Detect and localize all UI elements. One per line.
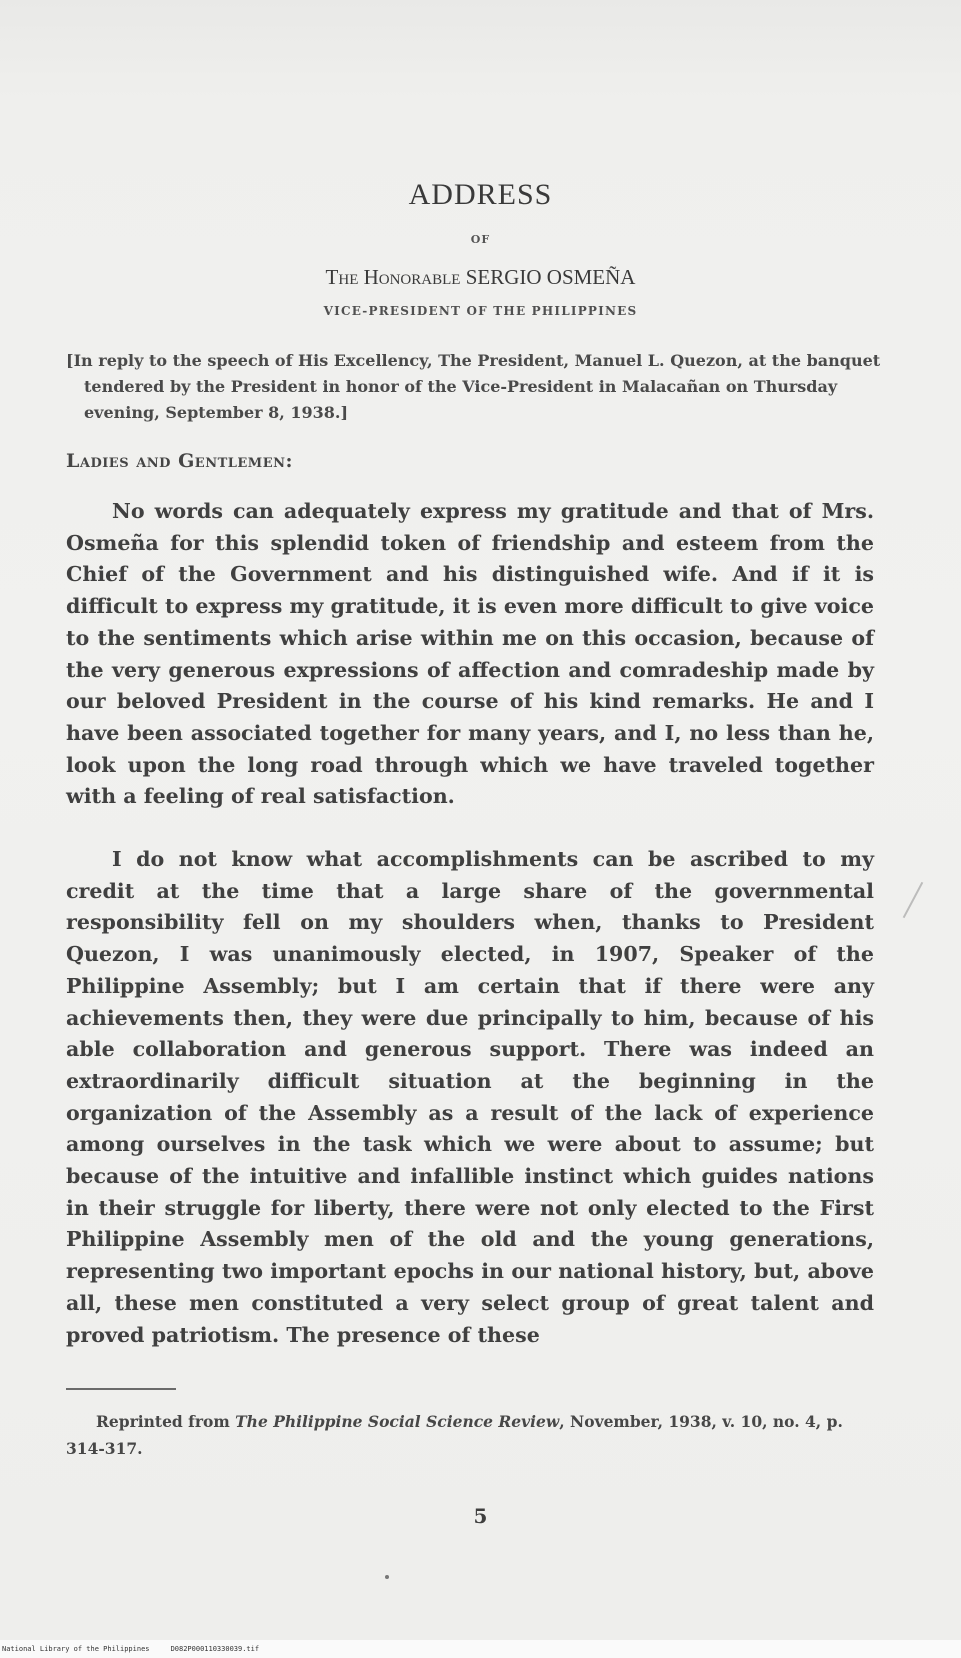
journal-title: The Philippine Social Science Review [235, 1412, 560, 1431]
footnote [66, 1408, 886, 1462]
page-title: ADDRESS [408, 178, 553, 211]
speaker-line [0, 265, 961, 290]
scan-label: National Library of the Philippines D082P000110330039.tif [2, 1645, 260, 1653]
scan-speck [385, 1575, 389, 1579]
footnote-prefix: Reprinted from [96, 1412, 236, 1431]
salutation: Ladies and Gentlemen: [66, 450, 294, 472]
honorific: The Honorable [325, 265, 466, 289]
body-paragraph: No words can adequately express my gratitude and that of Mrs. Osmeña for this splendid token of friendship and esteem from the Chief of the Government and his distinguished wife. And if it is difficult to express my gratitude, it is even more difficult to give voice to the sentiments which arise within me on this occasion, because of the very generous expressions of affection and comradeship made by our beloved President in the course of his kind remarks. He and I have been associated together for many years, and I, no less than he, look upon the long road through which we have traveled together with a feeling of real satisfaction. [66, 499, 874, 809]
scan-mark [903, 882, 924, 918]
speaker-name: SERGIO OSMEÑA [465, 265, 636, 289]
speaker-position: VICE-PRESIDENT OF THE PHILIPPINES [323, 304, 638, 318]
footnote-divider [66, 1388, 176, 1390]
body-paragraph: I do not know what accomplishments can be ascribed to my credit at the time that a large share of the governmental responsibility fell on my shoulders when, thanks to President Quezon, I was unanimously elected, in 1907, Speaker of the Philippine Assembly; but I am certain that if there were any achievements then, they were due principally to him, because of his able collaboration and generous support. There was indeed an extraordinarily difficult situation at the beginning in the organization of the Assembly as a result of the lack of experience among ourselves in the task which we were about to assume; but because of the intuitive and infallible instinct which guides nations in their struggle for liberty, there were not only elected to the First Philippine Assembly men of the old and the young generations, representing two important epochs in our national history, but, above all, these men constituted a very select group of great talent and proved patriotism. The presence of these [66, 847, 874, 1347]
title-connector: OF [470, 233, 491, 246]
intro-note: [In reply to the speech of His Excellency, The President, Manuel L. Quezon, at the banquet tendered by the President in honor of the Vice-President in Malacañan on Thursday evening, September 8, 1938.] [66, 351, 881, 422]
page-number: 5 [473, 1504, 488, 1528]
footnote-suffix: , November, 1938, v. 10, no. 4, p. 314-317. [66, 1412, 843, 1458]
